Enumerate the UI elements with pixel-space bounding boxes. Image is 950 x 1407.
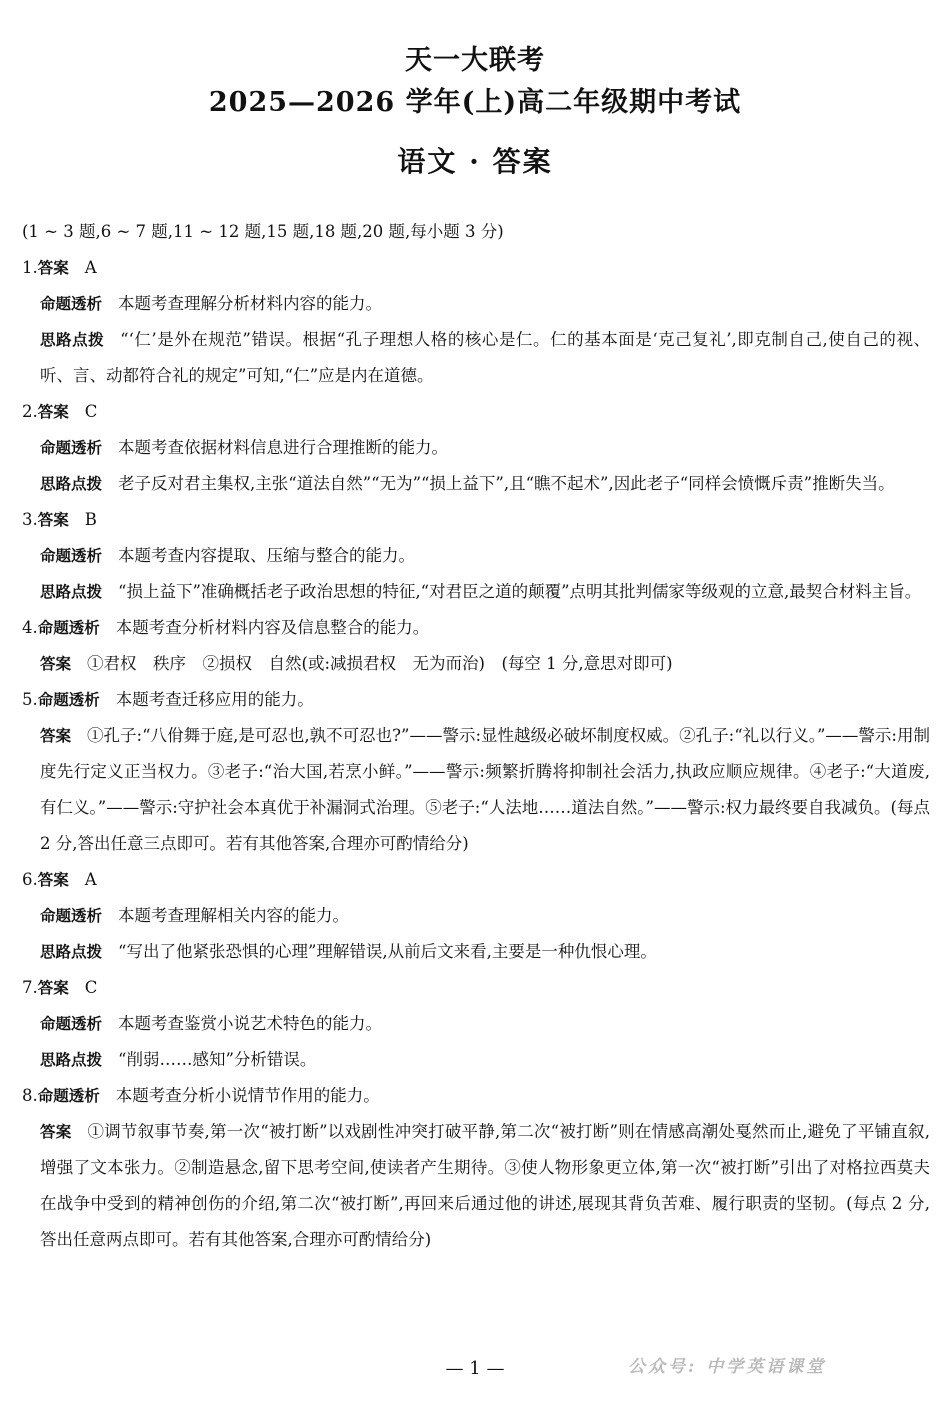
- q3-hint-row: [22, 574, 930, 610]
- exam-title: 2025—2026 学年(上)高二年级期中考试: [208, 87, 742, 118]
- q3-hint: “损上益下”准确概括老子政治思想的特征,“对君臣之道的颠覆”点明其批判儒家等级观的立意,最契合材料主旨。: [118, 582, 922, 601]
- org-title: 天一大联考: [405, 45, 545, 76]
- analysis-label: 命题透析: [37, 619, 100, 637]
- q1-number: 1.: [22, 258, 38, 277]
- q6-answer-row: [22, 862, 930, 898]
- answer-content: [22, 214, 930, 1258]
- q1-answer-row: [22, 250, 930, 286]
- q4-analysis: 本题考查分析材料内容及信息整合的能力。: [115, 618, 430, 637]
- answer-label: 答案: [40, 727, 72, 745]
- q8-analysis: 本题考查分析小说情节作用的能力。: [115, 1086, 380, 1105]
- answer-label: 答案: [37, 871, 69, 889]
- q4-number: 4.: [22, 618, 38, 637]
- q1-analysis-row: [22, 286, 930, 322]
- q3-analysis-row: [22, 538, 930, 574]
- q6-hint-row: [22, 934, 930, 970]
- page-number: — 1 —: [445, 1358, 505, 1379]
- q6-answer: A: [84, 870, 97, 889]
- q2-analysis-row: [22, 430, 930, 466]
- analysis-label: 命题透析: [37, 1087, 100, 1105]
- q7-answer: C: [84, 978, 98, 997]
- hint-label: 思路点拨: [40, 331, 105, 349]
- q7-hint: “削弱……感知”分析错误。: [118, 1050, 317, 1069]
- q8-answer-row: [22, 1114, 930, 1258]
- q5-answer-row: [22, 718, 930, 862]
- q5-analysis-row: [22, 682, 930, 718]
- q4-analysis-row: [22, 610, 930, 646]
- hint-label: 思路点拨: [40, 583, 103, 601]
- answer-label: 答案: [37, 511, 69, 529]
- hint-label: 思路点拨: [40, 1051, 103, 1069]
- q8-analysis-row: [22, 1078, 930, 1114]
- q6-number: 6.: [22, 870, 38, 889]
- q5-analysis: 本题考查迁移应用的能力。: [115, 690, 314, 709]
- q4-answer-row: [22, 646, 930, 682]
- answer-label: 答案: [37, 979, 69, 997]
- q2-analysis: 本题考查依据材料信息进行合理推断的能力。: [118, 438, 449, 457]
- q7-number: 7.: [22, 978, 38, 997]
- q5-number: 5.: [22, 690, 38, 709]
- q6-hint: “写出了他紧张恐惧的心理”理解错误,从前后文来看,主要是一种仇恨心理。: [118, 942, 657, 961]
- q7-analysis: 本题考查鉴赏小说艺术特色的能力。: [118, 1014, 383, 1033]
- q3-answer-row: [22, 502, 930, 538]
- analysis-label: 命题透析: [40, 295, 103, 313]
- hint-label: 思路点拨: [40, 475, 103, 493]
- watermark: 公众号: 中学英语课堂: [628, 1357, 827, 1377]
- subject-title: 语文 · 答案: [397, 145, 553, 178]
- q8-number: 8.: [22, 1086, 38, 1105]
- q5-answer: ①孔子:“八佾舞于庭,是可忍也,孰不可忍也?”——警示:显性越级必破坏制度权威。②孔子:“礼以行义。”——警示:用制度先行定义正当权力。③老子:“治大国,若烹小鲜。”——警示:频繁折腾将抑制社会活力,执政应顺应规律。④老子:“大道废,有仁义。”——警示:守护社会本真优于补漏洞式治理。⑤老子:“人法地……道法自然。”——警示:权力最终要自我减负。(每点 2 分,答出任意三点即可。若有其他答案,合理亦可酌情给分): [40, 726, 930, 853]
- q3-number: 3.: [22, 510, 38, 529]
- score-note: (1 ~ 3 题,6 ~ 7 题,11 ~ 12 题,15 题,18 题,20 题,每小题 3 分): [22, 222, 504, 241]
- q4-answer: ①君权 秩序 ②损权 自然(或:减损君权 无为而治) (每空 1 分,意思对即可): [87, 654, 673, 673]
- analysis-label: 命题透析: [40, 547, 103, 565]
- q8-answer: ①调节叙事节奏,第一次“被打断”以戏剧性冲突打破平静,第二次“被打断”则在情感高潮处戛然而止,避免了平铺直叙,增强了文本张力。②制造悬念,留下思考空间,使读者产生期待。③使人物形象更立体,第一次“被打断”引出了对格拉西莫夫在战争中受到的精神创伤的介绍,第二次“被打断”,再回来后通过他的讲述,展现其背负苦难、履行职责的坚韧。(每点 2 分,答出任意两点即可。若有其他答案,合理亦可酌情给分): [40, 1122, 930, 1249]
- q1-hint-row: [22, 322, 930, 394]
- q7-analysis-row: [22, 1006, 930, 1042]
- q1-answer: A: [84, 258, 97, 277]
- answer-label: 答案: [40, 655, 72, 673]
- q2-answer: C: [84, 402, 98, 421]
- answer-label: 答案: [37, 259, 69, 277]
- q6-analysis: 本题考查理解相关内容的能力。: [118, 906, 350, 925]
- analysis-label: 命题透析: [40, 1015, 103, 1033]
- q3-answer: B: [84, 510, 97, 529]
- q2-answer-row: [22, 394, 930, 430]
- q7-hint-row: [22, 1042, 930, 1078]
- q2-hint-row: [22, 466, 930, 502]
- analysis-label: 命题透析: [40, 439, 103, 457]
- q2-hint: 老子反对君主集权,主张“道法自然”“无为”“损上益下”,且“瞧不起术”,因此老子“同样会愤慨斥责”推断失当。: [118, 474, 895, 493]
- answer-label: 答案: [40, 1123, 72, 1141]
- q1-hint: “‘仁’是外在规范”错误。根据“孔子理想人格的核心是仁。仁的基本面是‘克己复礼’,即克制自己,使自己的视、听、言、动都符合礼的规定”可知,“仁”应是内在道德。: [40, 330, 930, 385]
- analysis-label: 命题透析: [37, 691, 100, 709]
- answer-label: 答案: [37, 403, 69, 421]
- q6-analysis-row: [22, 898, 930, 934]
- q1-analysis: 本题考查理解分析材料内容的能力。: [118, 294, 383, 313]
- hint-label: 思路点拨: [40, 943, 103, 961]
- q7-answer-row: [22, 970, 930, 1006]
- analysis-label: 命题透析: [40, 907, 103, 925]
- q3-analysis: 本题考查内容提取、压缩与整合的能力。: [118, 546, 416, 565]
- q2-number: 2.: [22, 402, 38, 421]
